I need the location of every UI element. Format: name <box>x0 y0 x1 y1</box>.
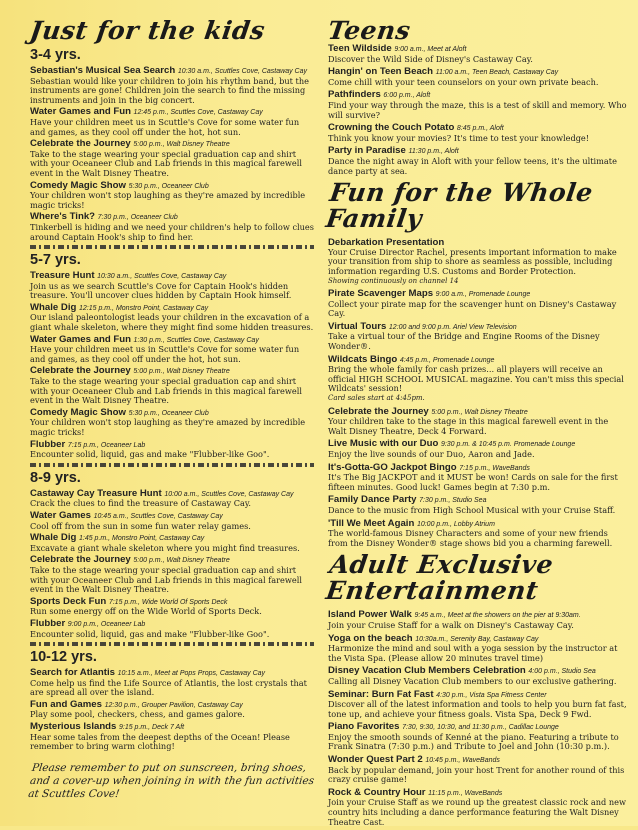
event-meta: 10:00 a.m., Scuttles Cove, Castaway Cay <box>164 490 294 498</box>
event-item <box>30 366 314 405</box>
event-title: Pirate Scavenger Maps <box>328 288 434 300</box>
event-title: Celebrate the Journey <box>30 138 131 150</box>
right-column <box>324 16 628 830</box>
event-meta: 12:15 p.m., Monstro Point, Castaway Cay <box>78 304 209 312</box>
event-item <box>328 289 628 319</box>
event-item <box>328 439 628 459</box>
event-description: Enjoy the smooth sounds of Kenné at the piano. Featuring a tribute to Frank Sinatra (7:30 p.m.) and Tribute to Joel and John (10:30 p.m.). <box>328 731 619 752</box>
event-description: Your children won't stop laughing as they're amazed by incredible magic tricks! <box>30 417 306 437</box>
event-item <box>30 440 314 460</box>
event-meta: 4:30 p.m., Vista Spa Fitness Center <box>436 691 547 699</box>
event-item <box>328 463 628 493</box>
event-item <box>30 335 314 365</box>
event-meta: 7:15 p.m., Wide World Of Sports Deck <box>108 598 228 606</box>
event-item <box>30 271 314 301</box>
event-title: Flubber <box>30 438 66 450</box>
event-item <box>30 66 314 105</box>
event-item <box>328 146 628 176</box>
event-meta: 5:00 p.m., Walt Disney Theatre <box>133 368 230 376</box>
event-description: Have your children meet us in Scuttle's Cove for some water fun and games, as they cool off under the hot, hot sun. <box>30 344 300 364</box>
event-title: Yoga on the beach <box>328 632 413 644</box>
event-description: Harmonize the mind and soul with a yoga session by the instructor at the Vista Spa. (Please allow 20 minutes travel time) <box>328 643 618 663</box>
event-description: Discover all of the latest information and tools to help you burn fat fast, tone up, and achieve your fitness goals. Vista Spa, Deck 9 Fwd. <box>328 699 627 719</box>
event-description: Find your way through the maze, this is a test of skill and memory. Who will survive? <box>328 99 627 120</box>
event-description: Think you know your movies? It's time to test your knowledge! <box>328 132 590 143</box>
event-meta: 9:00 a.m., Meet at Aloft <box>394 46 467 53</box>
event-note: Showing continuously on channel 14 <box>328 276 459 285</box>
event-meta: 11:15 p.m., WaveBands <box>428 789 503 797</box>
event-item <box>30 533 314 553</box>
event-item <box>328 495 628 515</box>
event-title: Crowning the Couch Potato <box>328 122 455 134</box>
event-meta: 12:30 p.m., Grouper Pavilion, Castaway Cay <box>104 701 243 709</box>
event-description: Encounter solid, liquid, gas and make "Flubber-like Goo". <box>30 449 270 460</box>
age-group-heading: 5-7 yrs. <box>30 252 81 269</box>
event-description: Take to the stage wearing your special graduation cap and shirt with your Oceaneer Club and Lab friends in this magical farewell event in the Walt Disney Theatre. <box>30 564 302 595</box>
event-description: Play some pool, checkers, chess, and games galore. <box>30 709 245 720</box>
event-description: Tinkerbell is hiding and we need your children's help to follow clues around Captain Hook's ship to find her. <box>30 221 314 242</box>
event-meta: 4:45 p.m., Promenade Lounge <box>399 356 495 364</box>
age-group-heading: 3-4 yrs. <box>30 47 81 63</box>
event-meta: 12:45 p.m., Scuttles Cove, Castaway Cay <box>133 109 263 117</box>
event-description: Excavate a giant whale skeleton where you might find treasures. <box>30 542 300 553</box>
section-divider <box>30 642 314 646</box>
event-meta: 11:00 a.m., Teen Beach, Castaway Cay <box>435 69 559 77</box>
event-title: Where's Tink? <box>30 211 96 223</box>
event-title: Flubber <box>30 617 66 629</box>
event-meta: 9:00 p.m., Oceaneer Lab <box>67 620 146 628</box>
event-title: Teen Wildside <box>328 43 392 54</box>
section-divider <box>30 463 314 467</box>
event-title: Comedy Magic Show <box>30 179 126 191</box>
adult-events <box>328 610 628 827</box>
event-title: Disney Vacation Club Members Celebration <box>328 665 526 677</box>
event-item <box>328 690 628 720</box>
event-title: Party in Paradise <box>328 145 406 157</box>
event-meta: 10:30a.m., Serenity Bay, Castaway Cay <box>415 635 539 643</box>
event-meta: 9:15 p.m., Deck 7 Aft <box>118 724 185 732</box>
event-meta: 8:45 p.m., Aloft <box>456 125 504 133</box>
event-meta: 6:00 p.m., Aloft <box>383 92 431 100</box>
sunscreen-note: Please remember to put on sunscreen, bring shoes, and a cover-up when joining in with the fun activities at Scuttles Cove! <box>27 761 315 800</box>
event-item <box>328 666 628 686</box>
event-title: Debarkation Presentation <box>328 237 445 249</box>
event-meta: 4:00 p.m., Studio Sea <box>528 668 596 676</box>
event-description: Join your Cruise Staff for a walk on Disney's Castaway Cay. <box>328 619 574 630</box>
event-item <box>30 668 314 698</box>
event-description: Hear some tales from the deepest depths of the Ocean! Please remember to bring warm clothing! <box>30 731 290 752</box>
event-title: Wonder Quest Part 2 <box>328 754 423 766</box>
event-meta: 5:30 p.m., Oceaneer Club <box>128 409 209 417</box>
event-title: Hangin' on Teen Beach <box>328 66 433 78</box>
event-item <box>328 519 628 549</box>
event-meta: 10:30 a.m., Scuttles Cove, Castaway Cay <box>97 273 227 281</box>
event-item <box>30 555 314 594</box>
event-title: Castaway Cay Treasure Hunt <box>30 487 162 499</box>
event-description: Cool off from the sun in some fun water relay games. <box>30 520 251 531</box>
event-meta: 9:45 a.m., Meet at the showers on the pier at 9:30am. <box>414 612 581 620</box>
event-title: Wildcats Bingo <box>328 353 398 365</box>
event-title: Mysterious Islands <box>30 721 117 733</box>
adult-section-title: Adult Exclusive Entertainment <box>324 550 556 606</box>
kids-column <box>27 16 315 801</box>
event-meta: 10:45 a.m., Scuttles Cove, Castaway Cay <box>93 512 223 520</box>
event-description: Collect your pirate map for the scavenger hunt on Disney's Castaway Cay. <box>328 298 617 319</box>
event-description: Take a virtual tour of the Bridge and Engine Rooms of the Disney Wonder®. <box>328 331 600 352</box>
event-description: Sebastian would like your children to join his rhythm band, but the instruments are gone! Children join the search to find the missing instruments and join in the big concert. <box>30 75 309 105</box>
event-item <box>328 238 628 286</box>
event-title: Piano Favorites <box>328 721 400 733</box>
event-meta: 7:30 p.m., Studio Sea <box>419 497 487 505</box>
event-meta: 12:00 and 9:00 p.m. Ariel View Television <box>388 323 517 331</box>
event-description: The world-famous Disney Characters and some of your new friends from the Disney Wonder® stage shows bid you a charming farewell. <box>328 528 613 548</box>
event-meta: 1:30 p.m., Scuttles Cove, Castaway Cay <box>133 336 259 344</box>
event-meta: 7:30, 9:30, 10:30, and 11:30 p.m., Cadillac Lounge <box>402 724 559 732</box>
event-title: Treasure Hunt <box>30 270 95 282</box>
event-description: Join us as we search Scuttle's Cove for Captain Hook's hidden treasure. You'll uncover clues hidden by Captain Hook himself. <box>30 280 292 301</box>
event-description: Run some energy off on the Wide World of Sports Deck. <box>30 606 262 617</box>
event-note: Card sales start at 4:45pm. <box>328 394 425 403</box>
event-item <box>30 489 314 509</box>
event-item <box>328 44 628 64</box>
event-title: Celebrate the Journey <box>30 365 131 377</box>
event-item <box>30 212 314 242</box>
event-meta: 5:00 p.m., Walt Disney Theatre <box>431 408 528 416</box>
event-title: Whale Dig <box>30 301 77 313</box>
event-item <box>328 755 628 785</box>
event-item <box>30 303 314 333</box>
age-group-heading: 8-9 yrs. <box>30 469 81 486</box>
age-group-heading: 10-12 yrs. <box>30 649 97 666</box>
event-item <box>328 67 628 87</box>
event-title: Water Games and Fun <box>30 333 131 345</box>
event-item <box>328 610 628 630</box>
event-item <box>30 139 314 178</box>
event-meta: 5:30 p.m., Oceaneer Club <box>128 182 209 190</box>
kids-section-title: Just for the kids <box>28 16 267 45</box>
event-title: Island Power Walk <box>328 609 412 621</box>
event-description: Come chill with your teen counselors on your own private beach. <box>328 76 599 87</box>
event-title: Pathfinders <box>328 89 381 101</box>
event-title: Live Music with our Duo <box>328 438 439 450</box>
event-meta: 10:45 p.m., WaveBands <box>425 757 500 765</box>
event-title: Water Games <box>30 509 91 521</box>
event-description: Have your children meet us in Scuttle's Cove for some water fun and games, as they cool off under the hot, hot sun. <box>30 116 300 137</box>
event-title: Seminar: Burn Fat Fast <box>328 688 434 700</box>
event-item <box>30 597 314 617</box>
event-title: It's-Gotta-GO Jackpot Bingo <box>328 461 457 473</box>
event-description: Your children won't stop laughing as they're amazed by incredible magic tricks! <box>30 190 306 210</box>
event-description: Enjoy the live sounds of our Duo, Aaron and Jade. <box>328 449 535 459</box>
event-description: Take to the stage wearing your special graduation cap and shirt with your Oceaneer Club and Lab friends in this magical farewell event in the Walt Disney Theatre. <box>30 376 302 406</box>
event-item <box>328 355 628 404</box>
event-meta: 5:00 p.m., Walt Disney Theatre <box>133 141 230 149</box>
event-item <box>30 700 314 720</box>
family-section-title: Fun for the Whole Family <box>324 178 595 234</box>
event-title: Family Dance Party <box>328 494 417 506</box>
event-item <box>30 511 314 531</box>
event-meta: 10:30 a.m., Scuttles Cove, Castaway Cay <box>177 68 307 75</box>
event-description: Crack the clues to find the treasure of Castaway Cay. <box>30 498 252 509</box>
event-description: Take to the stage wearing your special graduation cap and shirt with your Oceaneer Club and Lab friends in this magical farewell event in the Walt Disney Theatre. <box>30 148 302 178</box>
event-meta: 10:00 p.m., Lobby Atrium <box>416 520 495 528</box>
event-meta: 7:15 p.m., WaveBands <box>459 464 530 472</box>
section-divider <box>30 245 314 249</box>
event-meta: 7:30 p.m., Oceaneer Club <box>97 214 178 222</box>
event-title: Sports Deck Fun <box>30 595 107 607</box>
event-meta: 10:15 a.m., Meet at Pops Props, Castaway Cay <box>117 670 266 678</box>
event-description: Come help us find the Life Source of Atlantis, the lost crystals that are spread all over the island. <box>30 677 307 698</box>
event-meta: 9:00 a.m., Promenade Lounge <box>435 291 531 299</box>
event-meta: 5:00 p.m., Walt Disney Theatre <box>133 557 230 565</box>
event-item <box>328 788 628 827</box>
event-title: Whale Dig <box>30 532 77 544</box>
event-description: Discover the Wild Side of Disney's Castaway Cay. <box>328 53 533 64</box>
event-item <box>30 181 314 211</box>
event-description: It's The Big JACKPOT and it MUST be won! Cards on sale for the first fifteen minutes. Good luck! Games begin at 7:30 p.m. <box>328 472 618 492</box>
event-title: Search for Atlantis <box>30 667 115 679</box>
event-description: Join your Cruise Staff as we round up the greatest classic rock and new country hits including a dance performance featuring the Walt Disney Theatre Cast. <box>328 797 626 827</box>
teens-events <box>328 44 628 176</box>
event-description: Back by popular demand, join your host Trent for another round of this crazy cruise game! <box>328 764 625 785</box>
event-item <box>30 619 314 639</box>
event-meta: 9:30 p.m. & 10:45 p.m. Promenade Lounge <box>440 441 576 449</box>
event-description: Dance the night away in Aloft with your fellow teens, it's the ultimate dance party at sea. <box>328 155 617 176</box>
event-item <box>328 722 628 752</box>
event-description: Dance to the music from High School Musical with your Cruise Staff. <box>328 504 616 515</box>
event-item <box>328 407 628 437</box>
event-title: Fun and Games <box>30 698 102 710</box>
event-meta: 1:45 p.m., Monstro Point, Castaway Cay <box>78 535 205 543</box>
event-title: Virtual Tours <box>328 320 387 332</box>
event-item <box>30 408 314 438</box>
event-item <box>30 107 314 137</box>
family-events <box>328 238 628 548</box>
kids-groups <box>30 47 314 752</box>
event-title: Celebrate the Journey <box>30 554 131 566</box>
event-item <box>328 90 628 120</box>
event-title: Celebrate the Journey <box>328 405 429 417</box>
event-description: Our island paleontologist leads your children in the excavation of a giant whale skeleton, where they might find some hidden treasures. <box>30 312 314 333</box>
event-title: 'Till We Meet Again <box>328 517 415 529</box>
event-meta: 11:30 p.m., Aloft <box>408 148 459 156</box>
event-description: Calling all Disney Vacation Club members to our exclusive gathering. <box>328 675 617 686</box>
event-item <box>328 322 628 352</box>
event-description: Your Cruise Director Rachel, presents important information to make your transition from ship to shore as seamless as possible, including information regarding U.S. Customs and Border Protection. <box>328 246 617 276</box>
event-title: Sebastian's Musical Sea Search <box>30 65 176 76</box>
event-title: Comedy Magic Show <box>30 406 126 418</box>
event-item <box>328 634 628 664</box>
event-meta: 7:15 p.m., Oceaneer Lab <box>67 441 146 449</box>
event-description: Encounter solid, liquid, gas and make "Flubber-like Goo". <box>30 628 270 639</box>
event-description: Bring the whole family for cash prizes... all players will receive an official HIGH SCHOOL MUSICAL magazine. You can't miss this special Wildcats' session! <box>328 364 624 394</box>
event-item <box>30 722 314 752</box>
event-title: Rock & Country Hour <box>328 786 426 798</box>
event-description: Your children take to the stage in this magical farewell event in the Walt Disney Theatre, Deck 4 Forward. <box>328 416 609 436</box>
event-title: Water Games and Fun <box>30 106 131 118</box>
teens-section-title: Teens <box>326 16 413 45</box>
event-item <box>328 123 628 143</box>
